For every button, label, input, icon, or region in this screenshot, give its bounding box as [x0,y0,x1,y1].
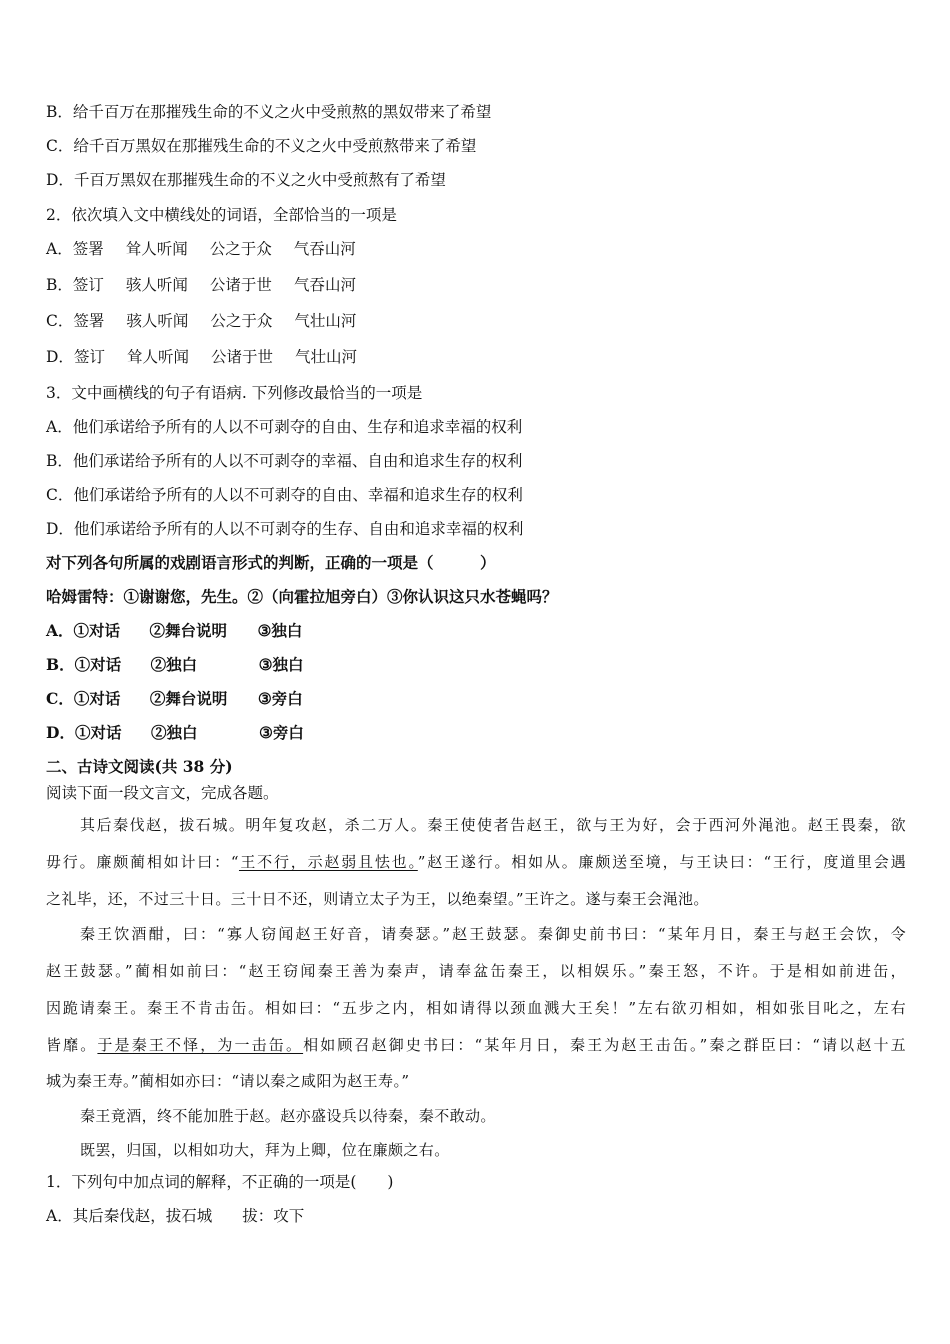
passage-p4: 既罢，归国，以相如功大，拜为上卿，位在廉颇之右。 [80,1141,450,1159]
passage-p2-line4: 皆靡。于是秦王不怿，为一击缶。相如顾召赵御史书曰：“某年月日，秦王为赵王击缶。”秦之群臣曰：“请以赵十五 [46,1036,906,1054]
q3-option-b: B．他们承诺给予所有的人以不可剥夺的幸福、自由和追求生存的权利 [46,452,523,470]
drama-option-b: B．①对话 ②独白 ③独白 [46,655,304,674]
section-heading: 二、古诗文阅读(共 38 分) [46,757,233,776]
passage-p1-line2: 毋行。廉颇蔺相如计曰：“王不行，示赵弱且怯也。”赵王遂行。相如从。廉颇送至境，与王诀曰：“王行，度道里会遇 [46,853,906,871]
q2-option-b: B．签订 骇人听闻 公诸于世 气吞山河 [46,276,356,294]
drama-stem: 对下列各句所属的戏剧语言形式的判断，正确的一项是（ ） [46,553,496,572]
passage-p1-line3: 之礼毕，还，不过三十日。三十日不还，则请立太子为王，以绝秦望。”王许之。遂与秦王会渑池。 [46,890,709,908]
q2-option-a: A．签署 耸人听闻 公之于众 气吞山河 [46,240,356,258]
q1-option-c: C．给千百万黑奴在那摧残生命的不义之火中受煎熬带来了希望 [46,137,477,155]
drama-quote: 哈姆雷特：①谢谢您，先生。②（向霍拉旭旁白）③你认识这只水苍蝇吗？ [46,587,558,606]
drama-option-d: D．①对话 ②独白 ③旁白 [46,723,304,742]
passage-p2-line3: 因跪请秦王。秦王不肯击缶。相如曰：“五步之内，相如请得以颈血溅大王矣！”左右欲刃相如，相如张目叱之，左右 [46,999,906,1017]
q3-option-c: C．他们承诺给予所有的人以不可剥夺的自由、幸福和追求生存的权利 [46,486,523,504]
question-1-stem: 1．下列句中加点词的解释，不正确的一项是( ) [46,1173,394,1191]
passage-p3: 秦王竟酒，终不能加胜于赵。赵亦盛设兵以待秦，秦不敢动。 [80,1107,496,1125]
passage-p2-line5: 城为秦王寿。”蔺相如亦曰：“请以秦之咸阳为赵王寿。” [46,1072,410,1090]
underlined-sentence-1: 王不行，示赵弱且怯也。 [238,853,418,871]
reading-instruction: 阅读下面一段文言文，完成各题。 [46,784,279,802]
drama-option-c: C．①对话 ②舞台说明 ③旁白 [46,689,303,708]
q3-stem: 3．文中画横线的句子有语病. 下列修改最恰当的一项是 [46,384,423,402]
q3-option-a: A．他们承诺给予所有的人以不可剥夺的自由、生存和追求幸福的权利 [46,418,523,436]
passage-p2-line2: 赵王鼓瑟。”蔺相如前曰：“赵王窃闻秦王善为秦声，请奉盆缶秦王，以相娱乐。”秦王怒，不许。于是相如前进缶， [46,962,906,980]
q2-option-d: D．签订 耸人听闻 公诸于世 气壮山河 [46,348,357,366]
drama-option-a: A．①对话 ②舞台说明 ③独白 [46,621,303,640]
passage-p1-line1: 其后秦伐赵，拔石城。明年复攻赵，杀二万人。秦王使使者告赵王，欲与王为好，会于西河外渑池。赵王畏秦，欲 [80,816,906,834]
q2-option-c: C．签署 骇人听闻 公之于众 气壮山河 [46,312,357,330]
q1-option-b: B．给千百万在那摧残生命的不义之火中受煎熬的黑奴带来了希望 [46,103,492,121]
q1-option-d: D．千百万黑奴在那摧残生命的不义之火中受煎熬有了希望 [46,171,446,189]
passage-p2-line1: 秦王饮酒酣，曰：“寡人窃闻赵王好音，请奏瑟。”赵王鼓瑟。秦御史前书曰：“某年月日，秦王与赵王会饮，令 [80,925,906,943]
q3-option-d: D．他们承诺给予所有的人以不可剥夺的生存、自由和追求幸福的权利 [46,520,524,538]
question-1-option-a: A．其后秦伐赵，拔石城 拔：攻下 [46,1207,305,1225]
q2-stem: 2．依次填入文中横线处的词语，全部恰当的一项是 [46,206,397,224]
underlined-sentence-2: 于是秦王不怿，为一击缶。 [97,1036,304,1054]
